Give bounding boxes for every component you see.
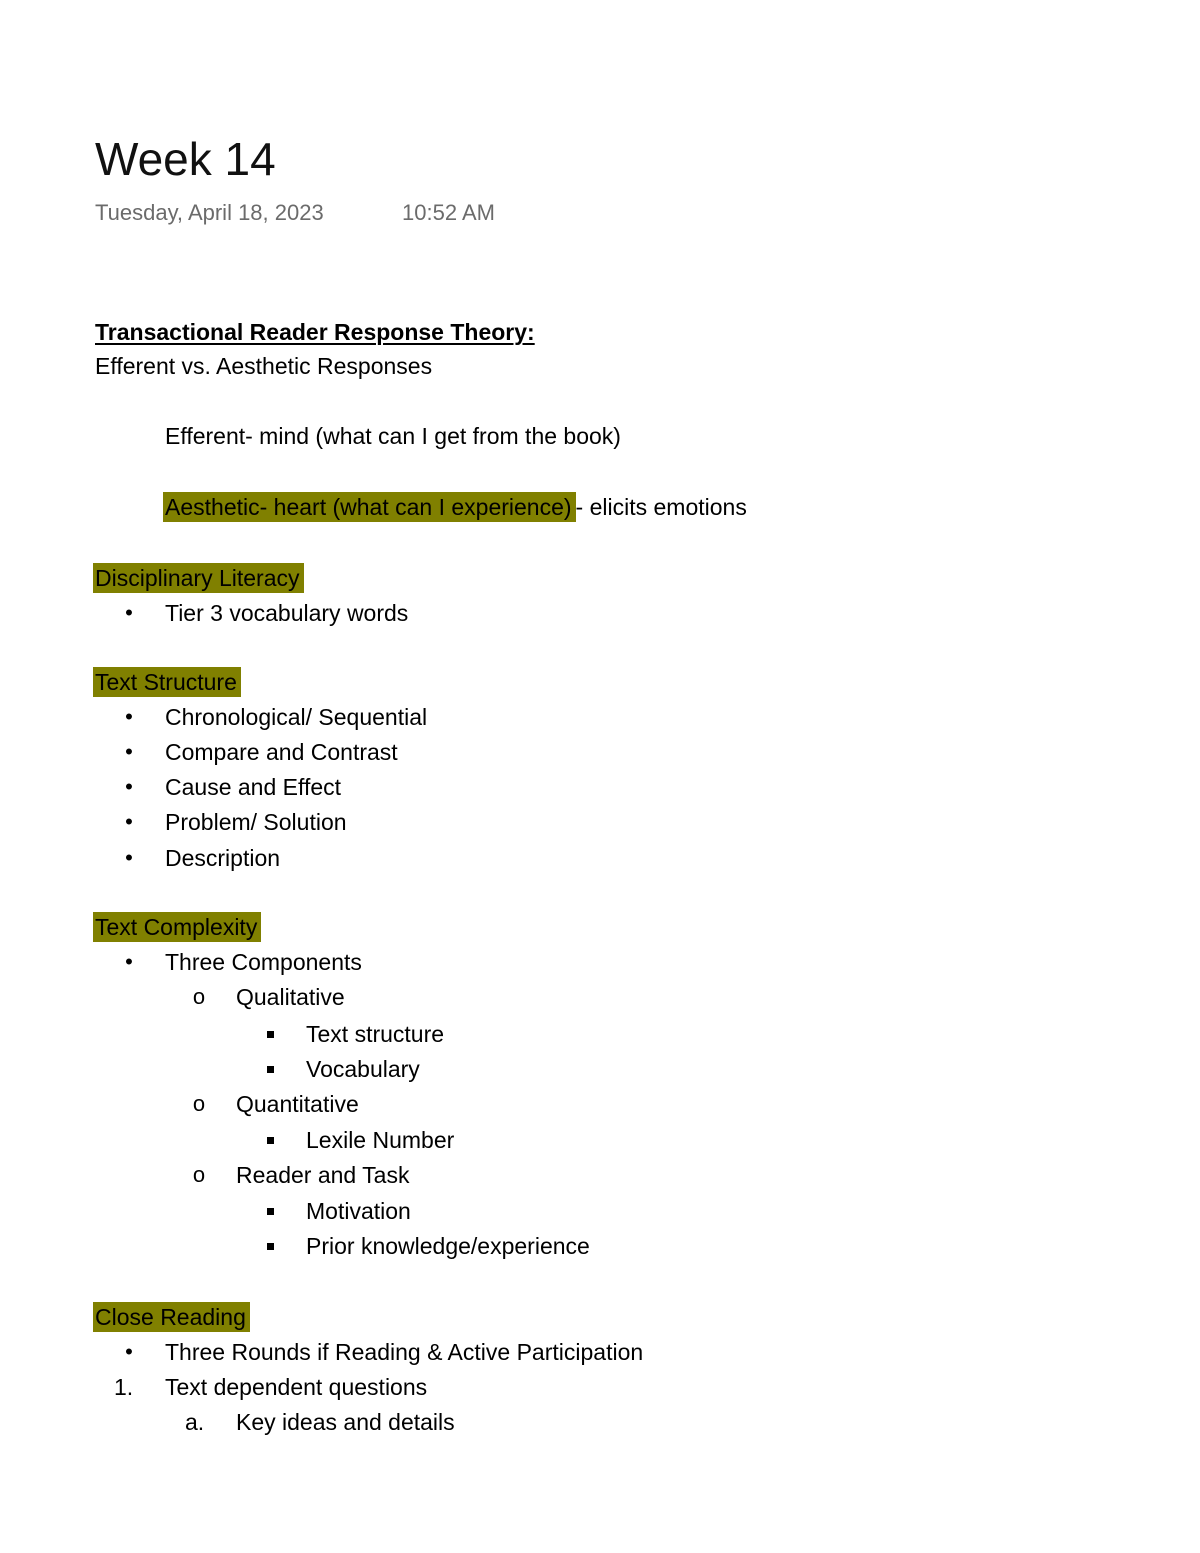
list-item: Reader and Task	[236, 1162, 410, 1188]
list-item: Quantitative	[236, 1091, 359, 1117]
list-item: Compare and Contrast	[165, 739, 398, 765]
list-item: Lexile Number	[306, 1127, 455, 1153]
list-item: Chronological/ Sequential	[165, 704, 428, 730]
bullet-icon: •	[125, 1339, 133, 1364]
bullet-icon: •	[125, 949, 133, 974]
note-date: Tuesday, April 18, 2023	[95, 200, 324, 225]
circle-bullet-icon: o	[192, 1162, 206, 1187]
lettered-marker: a.	[185, 1409, 205, 1435]
page-title: Week 14	[95, 133, 276, 185]
list-item: Three Rounds if Reading & Active Participation	[165, 1339, 644, 1365]
transactional-heading: Transactional Reader Response Theory:	[95, 319, 535, 345]
list-item: Key ideas and details	[236, 1409, 455, 1435]
close-reading-heading: Close Reading	[93, 1302, 250, 1332]
section-heading-text-structure	[93, 666, 241, 698]
bullet-icon: •	[125, 600, 133, 625]
bullet-icon: •	[125, 809, 133, 834]
aesthetic-line	[163, 491, 747, 523]
section-heading-disciplinary	[93, 562, 304, 594]
circle-bullet-icon: o	[192, 1091, 206, 1116]
text-complexity-heading: Text Complexity	[93, 912, 261, 942]
square-bullet-icon	[267, 1243, 274, 1250]
square-bullet-icon	[267, 1208, 274, 1215]
efferent-line: Efferent- mind (what can I get from the book)	[165, 423, 621, 449]
list-item: Vocabulary	[306, 1056, 420, 1082]
square-bullet-icon	[267, 1031, 274, 1038]
bullet-icon: •	[125, 739, 133, 764]
list-item: Motivation	[306, 1198, 411, 1224]
aesthetic-rest: - elicits emotions	[575, 494, 747, 520]
square-bullet-icon	[267, 1066, 274, 1073]
section-heading-transactional	[95, 316, 535, 348]
list-item: Text dependent questions	[165, 1374, 428, 1400]
list-item: Text structure	[306, 1021, 445, 1047]
bullet-icon: •	[125, 845, 133, 870]
list-item: Qualitative	[236, 984, 345, 1010]
note-time: 10:52 AM	[402, 200, 495, 225]
bullet-icon: •	[125, 774, 133, 799]
list-item: Three Components	[165, 949, 362, 975]
list-item: Prior knowledge/experience	[306, 1233, 590, 1259]
list-item: Cause and Effect	[165, 774, 342, 800]
square-bullet-icon	[267, 1137, 274, 1144]
transactional-subheading: Efferent vs. Aesthetic Responses	[95, 353, 433, 379]
disciplinary-heading: Disciplinary Literacy	[93, 563, 304, 593]
list-item: Description	[165, 845, 281, 871]
circle-bullet-icon: o	[192, 984, 206, 1009]
list-item: Tier 3 vocabulary words	[165, 600, 409, 626]
bullet-icon: •	[125, 704, 133, 729]
numbered-marker: 1.	[114, 1374, 134, 1400]
aesthetic-highlight: Aesthetic- heart (what can I experience)	[163, 492, 576, 522]
text-structure-heading: Text Structure	[93, 667, 241, 697]
section-heading-text-complexity	[93, 911, 261, 943]
section-heading-close-reading	[93, 1301, 250, 1333]
list-item: Problem/ Solution	[165, 809, 347, 835]
